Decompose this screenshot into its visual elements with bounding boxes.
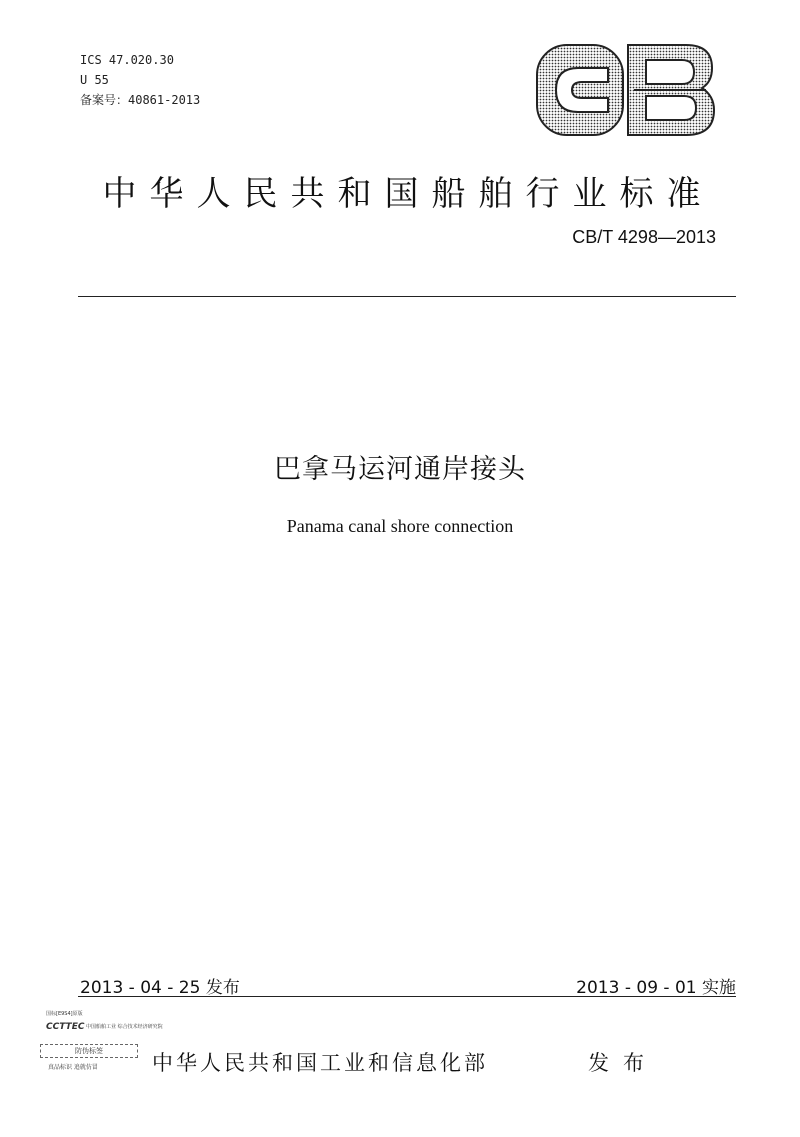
record-number: 备案号：40861-2013 xyxy=(80,93,201,107)
document-title-chinese: 巴拿马运河通岸接头 xyxy=(274,454,526,485)
stamp-tagline: 真品标识 追就仿冒 xyxy=(48,1064,98,1071)
stamp-note: 中国船舶工业 综合技术经济研究院 xyxy=(86,1024,163,1030)
standard-number: CB/T 4298—2013 xyxy=(572,227,716,247)
bottom-divider xyxy=(78,996,736,997)
document-title-english: Panama canal shore connection xyxy=(286,516,514,536)
cb-logo-icon xyxy=(536,44,716,136)
stamp-box: 防伪标签 xyxy=(40,1044,138,1058)
issue-date: 2013 - 04 - 25 发布 xyxy=(80,978,240,998)
ics-code: ICS 47.020.30 xyxy=(80,53,174,67)
anti-counterfeit-stamp xyxy=(38,1010,163,1071)
standard-series-title: 中华人民共和国船舶行业标准 xyxy=(102,174,714,214)
top-divider xyxy=(78,296,736,297)
issued-label: 发布 xyxy=(588,1051,658,1075)
ccs-code: U 55 xyxy=(80,73,109,87)
implementation-date: 2013 - 09 - 01 实施 xyxy=(576,978,736,998)
issuing-authority: 中华人民共和国工业和信息化部 xyxy=(152,1051,488,1075)
stamp-line: 国标[E9S4]原版 xyxy=(46,1011,83,1017)
stamp-brand: CCTTEC xyxy=(46,1022,85,1032)
